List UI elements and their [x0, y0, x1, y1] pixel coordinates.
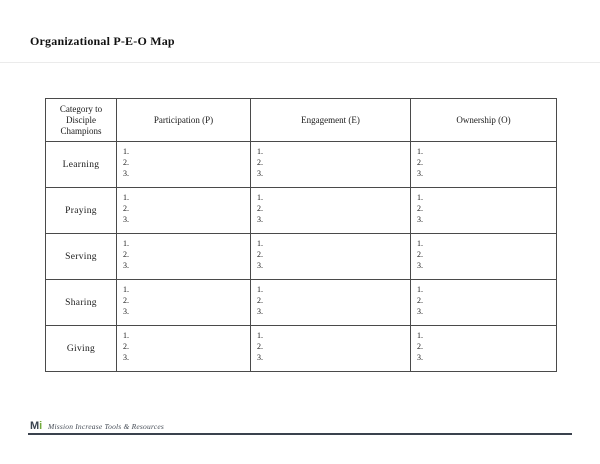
- list-number: 2.: [417, 250, 423, 259]
- list-number: 3.: [123, 169, 129, 178]
- engagement-cell: [251, 234, 411, 280]
- list-number: 1.: [257, 239, 263, 248]
- category-label: Praying: [46, 188, 117, 234]
- table-row-praying: [46, 188, 557, 234]
- list-number: 2.: [257, 204, 263, 213]
- list-number: 2.: [123, 158, 129, 167]
- list-number: 3.: [123, 353, 129, 362]
- engagement-cell: [251, 326, 411, 372]
- list-number: 3.: [417, 215, 423, 224]
- list-number: 2.: [123, 204, 129, 213]
- ownership-cell: [411, 234, 557, 280]
- list-number: 2.: [257, 296, 263, 305]
- page-title: Organizational P-E-O Map: [30, 34, 175, 48]
- list-number: 1.: [123, 147, 129, 156]
- list-number: 2.: [417, 342, 423, 351]
- col-header-participation: Participation (P): [117, 99, 251, 142]
- list-number: 1.: [257, 147, 263, 156]
- table-row-giving: [46, 326, 557, 372]
- list-number: 2.: [123, 342, 129, 351]
- list-number: 1.: [123, 285, 129, 294]
- list-number: 1.: [417, 239, 423, 248]
- engagement-cell: [251, 188, 411, 234]
- list-number: 2.: [123, 250, 129, 259]
- category-label: Giving: [46, 326, 117, 372]
- col-header-ownership: Ownership (O): [411, 99, 557, 142]
- engagement-cell: [251, 142, 411, 188]
- list-number: 1.: [417, 331, 423, 340]
- table-row-serving: [46, 234, 557, 280]
- participation-cell: [117, 280, 251, 326]
- peo-map-table: [45, 98, 557, 372]
- ownership-cell: [411, 188, 557, 234]
- list-number: 3.: [417, 353, 423, 362]
- list-number: 3.: [417, 169, 423, 178]
- header-row: [46, 99, 557, 142]
- list-number: 3.: [417, 261, 423, 270]
- list-number: 1.: [417, 193, 423, 202]
- table-row-learning: [46, 142, 557, 188]
- list-number: 1.: [257, 285, 263, 294]
- engagement-cell: [251, 280, 411, 326]
- list-number: 3.: [123, 261, 129, 270]
- list-number: 3.: [257, 215, 263, 224]
- list-number: 1.: [417, 147, 423, 156]
- list-number: 1.: [257, 193, 263, 202]
- participation-cell: [117, 142, 251, 188]
- participation-cell: [117, 188, 251, 234]
- list-number: 3.: [417, 307, 423, 316]
- list-number: 1.: [417, 285, 423, 294]
- mission-increase-logo: [30, 420, 42, 432]
- list-number: 2.: [257, 342, 263, 351]
- list-number: 2.: [257, 250, 263, 259]
- footer-divider: [28, 433, 572, 435]
- col-header-engagement: Engagement (E): [251, 99, 411, 142]
- list-number: 1.: [123, 239, 129, 248]
- category-label: Learning: [46, 142, 117, 188]
- list-number: 3.: [257, 307, 263, 316]
- title-divider: [0, 62, 600, 63]
- logo-letter-m: M: [30, 420, 40, 432]
- logo-letter-i: i: [39, 420, 43, 432]
- footer-tagline: Mission Increase Tools & Resources: [48, 422, 164, 431]
- ownership-cell: [411, 326, 557, 372]
- list-number: 1.: [123, 331, 129, 340]
- category-label: Serving: [46, 234, 117, 280]
- list-number: 2.: [123, 296, 129, 305]
- participation-cell: [117, 234, 251, 280]
- participation-cell: [117, 326, 251, 372]
- ownership-cell: [411, 280, 557, 326]
- list-number: 2.: [417, 158, 423, 167]
- list-number: 2.: [257, 158, 263, 167]
- list-number: 3.: [257, 353, 263, 362]
- list-number: 3.: [123, 215, 129, 224]
- list-number: 3.: [257, 169, 263, 178]
- col-header-category: Category to Disciple Champions: [46, 99, 117, 142]
- table-row-sharing: [46, 280, 557, 326]
- list-number: 1.: [123, 193, 129, 202]
- ownership-cell: [411, 142, 557, 188]
- list-number: 2.: [417, 296, 423, 305]
- list-number: 3.: [123, 307, 129, 316]
- list-number: 1.: [257, 331, 263, 340]
- category-label: Sharing: [46, 280, 117, 326]
- list-number: 2.: [417, 204, 423, 213]
- list-number: 3.: [257, 261, 263, 270]
